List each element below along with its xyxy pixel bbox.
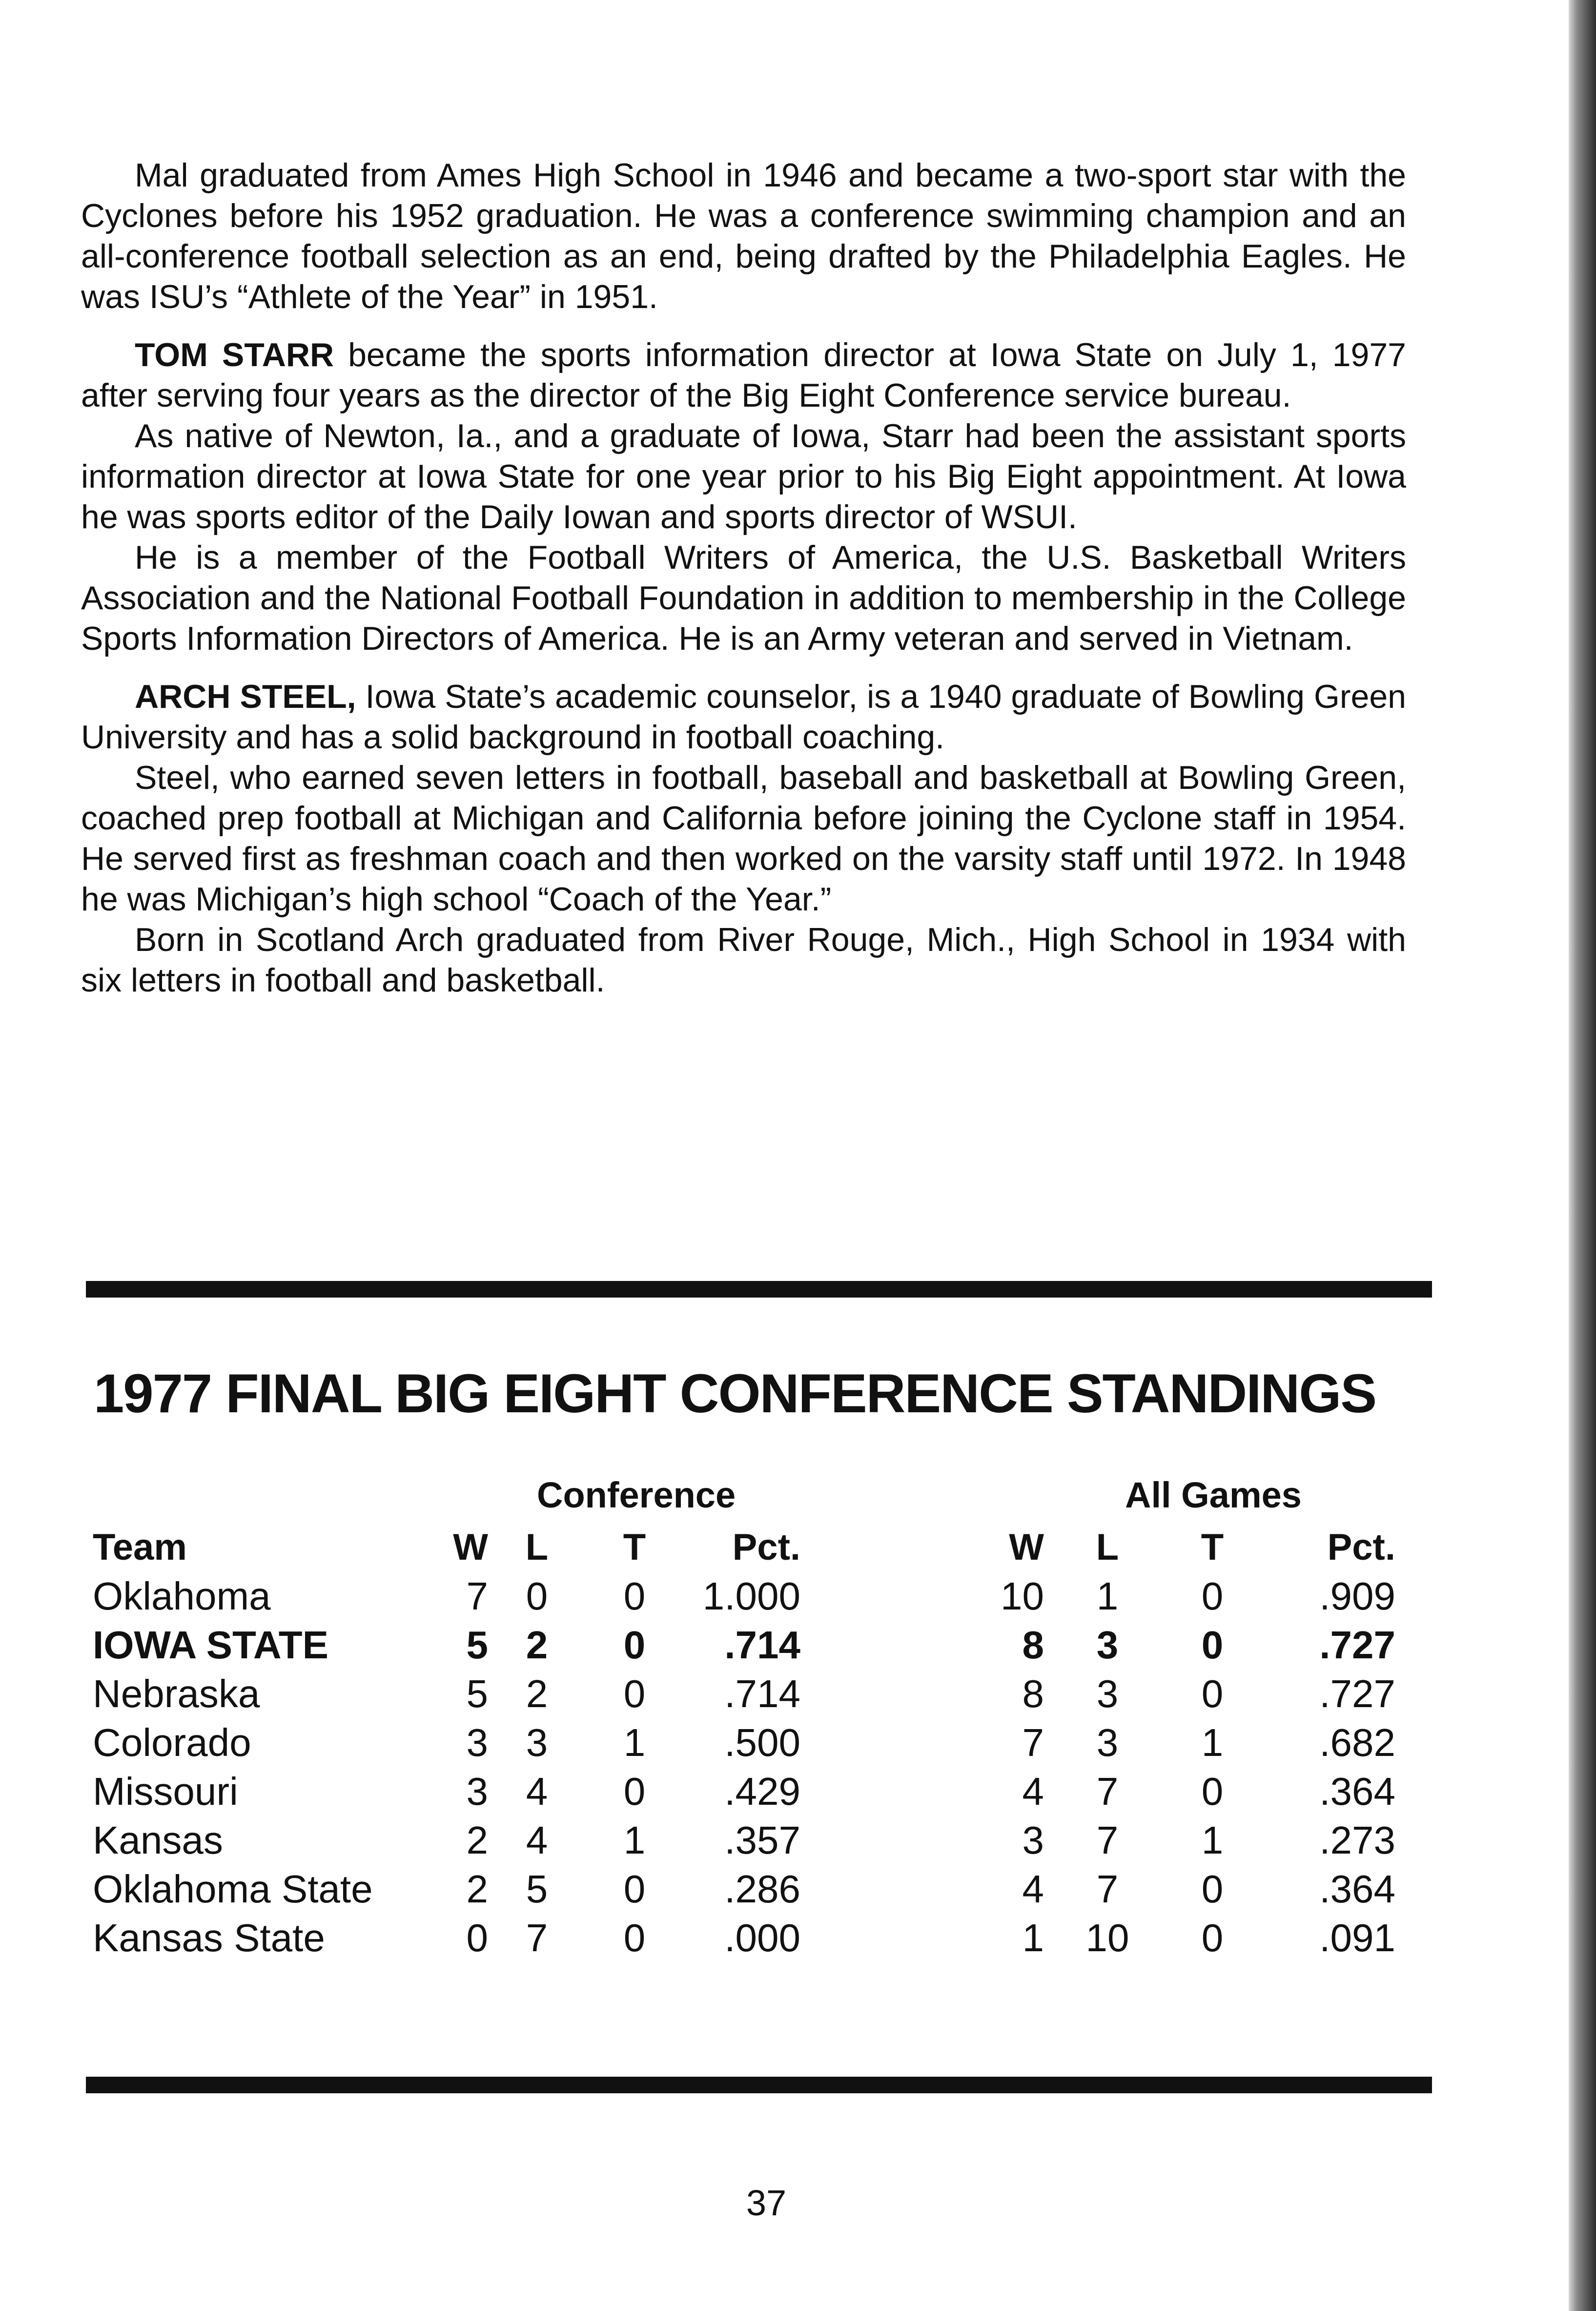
team-name: Kansas xyxy=(93,1818,223,1862)
conf-pct: .714 xyxy=(724,1623,800,1667)
bio-steel-name: ARCH STEEL, xyxy=(135,678,356,715)
conf-pct: .500 xyxy=(724,1721,800,1764)
conf-ties: 0 xyxy=(623,1672,646,1715)
bio-starr-intro-text: became the sports information director at Iowa State on July 1, 1977 after serving four years as the director of the Big Eight Conference service bureau. xyxy=(81,336,1406,414)
bio-starr-name: TOM STARR xyxy=(135,336,334,373)
conf-wins: 3 xyxy=(466,1770,488,1813)
bio-section xyxy=(81,155,1406,1001)
conf-wins: 0 xyxy=(466,1916,488,1960)
conf-wins: 5 xyxy=(466,1623,488,1667)
all-wins: 3 xyxy=(1022,1818,1044,1862)
all-losses: 7 xyxy=(1096,1867,1119,1911)
header-all-t: T xyxy=(1201,1527,1224,1568)
conf-wins: 5 xyxy=(466,1672,488,1715)
all-pct: .682 xyxy=(1319,1721,1395,1764)
header-conf-w: W xyxy=(453,1527,488,1568)
bio-steel-intro-text: Iowa State’s academic counselor, is a 1940 graduate of Bowling Green University and has a solid background in football coaching. xyxy=(81,678,1406,756)
all-pct: .909 xyxy=(1319,1574,1395,1618)
table-row xyxy=(93,1865,1395,1914)
conf-pct: .286 xyxy=(724,1867,800,1911)
conf-losses: 2 xyxy=(526,1623,548,1667)
all-wins: 4 xyxy=(1022,1770,1044,1813)
standings-table xyxy=(93,1523,1395,1962)
bio-steel-intro xyxy=(81,677,1406,758)
bottom-divider-rule xyxy=(86,2077,1432,2093)
all-pct: .727 xyxy=(1319,1623,1395,1667)
conf-ties: 1 xyxy=(623,1721,646,1764)
conf-ties: 0 xyxy=(623,1623,646,1667)
team-name: Nebraska xyxy=(93,1672,260,1715)
conf-losses: 0 xyxy=(526,1574,548,1618)
bio-steel-paragraph-2: Steel, who earned seven letters in football, baseball and basketball at Bowling Green, coached prep football at Michigan and California before joining the Cyclone staff in 1954. He served first as freshman coach and then worked on the varsity staff until 1972. In 1948 he was Michigan’s high school “Coach of the Year.” xyxy=(81,759,1406,918)
all-losses: 3 xyxy=(1096,1672,1119,1715)
standings-header-row xyxy=(93,1523,1395,1572)
page-number: 37 xyxy=(746,2183,787,2223)
header-all-l: L xyxy=(1096,1527,1119,1568)
all-wins: 8 xyxy=(1022,1672,1044,1715)
team-name: Kansas State xyxy=(93,1916,325,1960)
conf-ties: 0 xyxy=(623,1867,646,1911)
all-ties: 0 xyxy=(1201,1623,1224,1667)
top-divider-rule xyxy=(86,1281,1432,1298)
all-pct: .727 xyxy=(1319,1672,1395,1715)
conf-losses: 2 xyxy=(526,1672,548,1715)
all-losses: 7 xyxy=(1096,1818,1119,1862)
team-name: IOWA STATE xyxy=(93,1623,328,1667)
all-losses: 1 xyxy=(1096,1574,1119,1618)
all-losses: 3 xyxy=(1096,1721,1119,1764)
bio-starr-intro xyxy=(81,335,1406,416)
all-ties: 0 xyxy=(1201,1770,1224,1813)
conf-wins: 2 xyxy=(466,1818,488,1862)
header-conf-l: L xyxy=(525,1527,549,1568)
conf-pct: .357 xyxy=(724,1818,800,1862)
header-conf-pct: Pct. xyxy=(732,1527,800,1568)
all-losses: 7 xyxy=(1096,1770,1119,1813)
table-row xyxy=(93,1670,1395,1718)
conf-wins: 7 xyxy=(466,1574,488,1618)
all-wins: 7 xyxy=(1022,1721,1044,1764)
team-name: Oklahoma xyxy=(93,1574,271,1618)
bio-starr-paragraph-3: He is a member of the Football Writers of America, the U.S. Basketball Writers Association and the National Football Foundation in addition to membership in the College Sports Information Directors of America. He is an Army veteran and served in Vietnam. xyxy=(81,539,1406,657)
all-losses: 3 xyxy=(1096,1623,1119,1667)
table-row xyxy=(93,1718,1395,1767)
table-row xyxy=(93,1572,1395,1621)
conf-losses: 3 xyxy=(526,1721,548,1764)
header-team: Team xyxy=(93,1527,187,1568)
all-ties: 0 xyxy=(1201,1672,1224,1715)
conf-losses: 4 xyxy=(526,1818,548,1862)
conf-losses: 5 xyxy=(526,1867,548,1911)
team-name: Oklahoma State xyxy=(93,1867,373,1911)
all-ties: 0 xyxy=(1201,1574,1224,1618)
conference-group-label: Conference xyxy=(537,1475,736,1515)
all-ties: 0 xyxy=(1201,1867,1224,1911)
all-pct: .273 xyxy=(1319,1818,1395,1862)
bio-starr-paragraph-2: As native of Newton, Ia., and a graduate of Iowa, Starr had been the assistant sports information director at Iowa State for one year prior to his Big Eight appointment. At Iowa he was sports editor of the Daily Iowan and sports director of WSUI. xyxy=(81,417,1406,536)
conf-ties: 1 xyxy=(623,1818,646,1862)
all-wins: 4 xyxy=(1022,1867,1044,1911)
conf-pct: .429 xyxy=(724,1770,800,1813)
table-row xyxy=(93,1914,1395,1962)
header-all-pct: Pct. xyxy=(1327,1527,1395,1568)
all-pct: .091 xyxy=(1319,1916,1395,1960)
table-row xyxy=(93,1816,1395,1865)
conf-ties: 0 xyxy=(623,1770,646,1813)
all-ties: 0 xyxy=(1201,1916,1224,1960)
conf-pct: .000 xyxy=(724,1916,800,1960)
all-losses: 10 xyxy=(1085,1916,1129,1960)
all-wins: 8 xyxy=(1022,1623,1044,1667)
table-row xyxy=(93,1767,1395,1816)
conf-ties: 0 xyxy=(623,1916,646,1960)
all-wins: 10 xyxy=(1001,1574,1044,1618)
conf-wins: 3 xyxy=(466,1721,488,1764)
conf-losses: 4 xyxy=(526,1770,548,1813)
all-wins: 1 xyxy=(1022,1916,1044,1960)
team-name: Missouri xyxy=(93,1770,238,1813)
team-name: Colorado xyxy=(93,1721,251,1764)
all-pct: .364 xyxy=(1319,1770,1395,1813)
conf-pct: 1.000 xyxy=(702,1574,800,1618)
bio-mal-paragraph: Mal graduated from Ames High School in 1946 and became a two-sport star with the Cyclones before his 1952 graduation. He was a conference swimming champion and an all-conference football selection as an end, being drafted by the Philadelphia Eagles. He was ISU’s “Athlete of the Year” in 1951. xyxy=(81,157,1406,315)
conf-ties: 0 xyxy=(623,1574,646,1618)
all-ties: 1 xyxy=(1201,1818,1224,1862)
header-conf-t: T xyxy=(623,1527,646,1568)
conf-wins: 2 xyxy=(466,1867,488,1911)
table-row-highlighted xyxy=(93,1621,1395,1670)
all-games-group-label: All Games xyxy=(1125,1475,1302,1515)
all-pct: .364 xyxy=(1319,1867,1395,1911)
conf-pct: .714 xyxy=(724,1672,800,1715)
standings-title: 1977 FINAL BIG EIGHT CONFERENCE STANDINGS xyxy=(94,1363,1376,1424)
all-ties: 1 xyxy=(1201,1721,1224,1764)
header-all-w: W xyxy=(1009,1527,1044,1568)
conf-losses: 7 xyxy=(526,1916,548,1960)
page-edge-shadow xyxy=(1569,0,1596,2311)
bio-steel-paragraph-3: Born in Scotland Arch graduated from River Rouge, Mich., High School in 1934 with six letters in football and basketball. xyxy=(81,921,1406,999)
